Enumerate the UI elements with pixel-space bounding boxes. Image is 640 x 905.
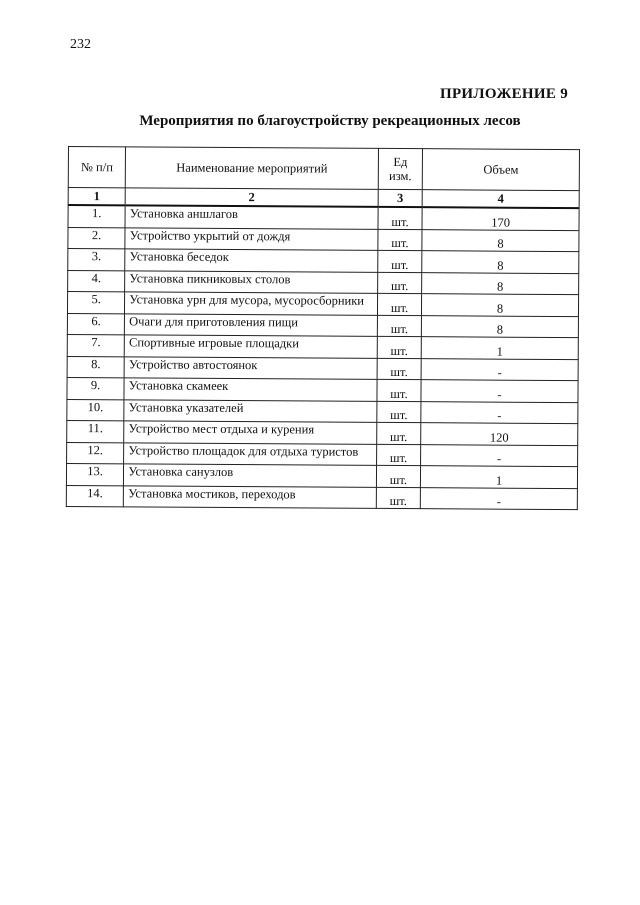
header-unit: Ед изм. — [378, 148, 423, 189]
row-unit: шт. — [377, 293, 421, 315]
table-row — [66, 485, 577, 510]
row-name: Установка беседок — [125, 249, 378, 272]
row-volume: 1 — [421, 466, 578, 488]
row-volume: - — [420, 487, 577, 509]
table-container — [66, 146, 580, 510]
row-name: Установка аншлагов — [125, 205, 378, 229]
row-unit: шт. — [377, 401, 421, 423]
table-row — [67, 356, 578, 381]
row-volume: 8 — [422, 294, 579, 316]
document-title: Мероприятия по благоустройству рекреационных лесов — [139, 113, 521, 129]
row-volume: 8 — [422, 251, 579, 273]
row-name: Очаги для приготовления пищи — [125, 313, 378, 336]
row-name: Установка скамеек — [124, 378, 377, 401]
row-num: 13. — [66, 463, 123, 485]
row-unit: шт. — [376, 465, 420, 487]
row-volume: 1 — [421, 337, 578, 359]
row-num: 5. — [67, 292, 124, 314]
row-name: Устройство автостоянок — [124, 356, 377, 379]
row-unit: шт. — [376, 487, 420, 509]
row-unit: шт. — [377, 315, 421, 337]
row-num: 11. — [67, 420, 124, 442]
row-volume: 8 — [421, 315, 578, 337]
table-row — [67, 377, 578, 402]
table-row — [68, 205, 579, 230]
row-num: 2. — [68, 227, 125, 249]
row-volume: - — [421, 444, 578, 466]
table-row — [68, 249, 579, 274]
row-num: 10. — [67, 399, 124, 421]
table-header-row — [68, 147, 579, 191]
row-unit: шт. — [378, 207, 422, 229]
row-unit: шт. — [378, 229, 422, 251]
row-unit: шт. — [377, 336, 421, 358]
table-row — [67, 420, 578, 445]
row-name: Устройство укрытий от дождя — [125, 227, 378, 250]
row-volume: 170 — [422, 207, 579, 230]
row-unit: шт. — [377, 379, 421, 401]
column-number: 2 — [125, 188, 378, 207]
row-num: 7. — [67, 334, 124, 356]
row-name: Установка санузлов — [124, 464, 377, 487]
row-num: 9. — [67, 377, 124, 399]
table-row — [67, 313, 578, 338]
row-volume: - — [421, 380, 578, 402]
table-row — [68, 270, 579, 295]
row-num: 3. — [68, 249, 125, 271]
column-number: 4 — [422, 190, 579, 208]
row-volume: 120 — [421, 423, 578, 445]
row-num: 8. — [67, 356, 124, 378]
row-volume: 8 — [422, 229, 579, 251]
row-unit: шт. — [377, 422, 421, 444]
row-unit: шт. — [377, 358, 421, 380]
row-name: Устройство площадок для отдыха туристов — [124, 442, 377, 465]
row-num: 14. — [66, 485, 123, 507]
table-row — [67, 399, 578, 424]
column-number: 3 — [378, 189, 422, 207]
table-row — [67, 334, 578, 359]
row-unit: шт. — [376, 444, 420, 466]
table-row — [67, 292, 578, 317]
table-row — [66, 463, 577, 488]
measures-table — [66, 146, 580, 510]
row-num: 6. — [67, 313, 124, 335]
row-name: Спортивные игровые площадки — [124, 335, 377, 358]
header-volume: Объем — [422, 149, 579, 191]
row-volume: - — [421, 358, 578, 380]
column-number: 1 — [68, 188, 125, 206]
row-num: 1. — [68, 205, 125, 227]
row-num: 4. — [68, 270, 125, 292]
row-name: Устройство мест отдыха и курения — [124, 421, 377, 444]
appendix-label: ПРИЛОЖЕНИЕ 9 — [440, 86, 568, 102]
table-row — [68, 227, 579, 252]
header-name: Наименование мероприятий — [125, 147, 378, 190]
row-name: Установка указателей — [124, 399, 377, 422]
header-num: № п/п — [68, 147, 125, 188]
row-volume: - — [421, 401, 578, 423]
row-unit: шт. — [378, 250, 422, 272]
row-volume: 8 — [422, 272, 579, 294]
row-name: Установка урн для мусора, мусоросборники — [125, 292, 378, 315]
page-number: 232 — [70, 37, 91, 52]
row-unit: шт. — [377, 272, 421, 294]
row-name: Установка пикниковых столов — [125, 270, 378, 293]
row-name: Установка мостиков, переходов — [124, 485, 377, 508]
row-num: 12. — [67, 442, 124, 464]
table-row — [67, 442, 578, 467]
